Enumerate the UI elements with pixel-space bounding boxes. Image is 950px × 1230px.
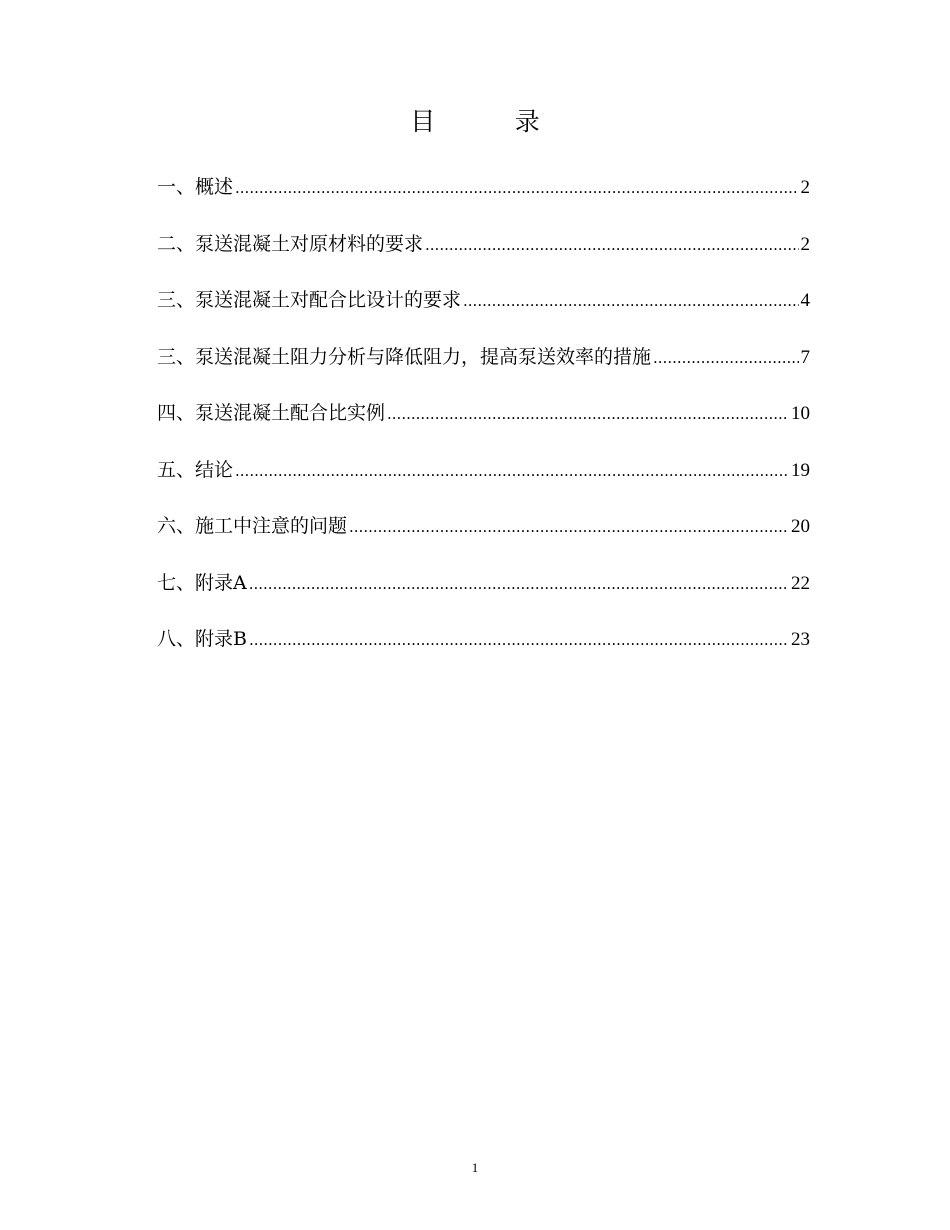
toc-entry-label: 三、泵送混凝土对配合比设计的要求 (157, 289, 462, 311)
toc-entry-label: 六、施工中注意的问题 (157, 515, 348, 537)
toc-entry-label: 八、附录B (157, 628, 247, 650)
toc-entry-page: 2 (800, 177, 810, 198)
toc-entry-label: 一、概述 (157, 176, 234, 198)
toc-dot-leader (249, 623, 789, 657)
toc-title: 目 录 (410, 107, 540, 136)
toc-entry-page: 4 (800, 290, 810, 311)
toc-entry[interactable] (157, 227, 810, 284)
toc-entry-label: 二、泵送混凝土对原材料的要求 (157, 232, 424, 255)
toc-entry-page: 22 (791, 572, 810, 594)
toc-entry[interactable] (157, 396, 810, 453)
toc-dot-leader (349, 510, 789, 544)
toc-entry-page: 19 (791, 459, 810, 481)
toc-entry[interactable] (157, 622, 810, 679)
toc-entry[interactable] (157, 170, 810, 227)
toc-entry-label: 四、泵送混凝土配合比实例 (157, 402, 386, 424)
toc-entry-page: 20 (791, 516, 810, 537)
toc-dot-leader (249, 567, 789, 601)
toc-entry-label: 五、结论 (157, 458, 234, 481)
toc-entry-page: 23 (791, 629, 810, 650)
toc-dot-leader (235, 171, 798, 205)
toc-entry-label: 三、泵送混凝土阻力分析与降低阻力，提高泵送效率的措施 (157, 345, 652, 368)
toc-dot-leader (235, 454, 789, 488)
page-number: 1 (471, 1160, 479, 1175)
toc-dot-leader (387, 397, 789, 431)
toc-entry[interactable] (157, 340, 810, 397)
table-of-contents (157, 170, 810, 679)
toc-entry[interactable] (157, 566, 810, 623)
toc-entry[interactable] (157, 453, 810, 510)
toc-entry-page: 7 (800, 346, 810, 368)
toc-dot-leader (463, 284, 798, 318)
toc-entry-label: 七、附录A (157, 571, 247, 594)
toc-entry-page: 10 (791, 403, 810, 424)
toc-entry-page: 2 (800, 233, 810, 255)
toc-entry[interactable] (157, 509, 810, 566)
toc-dot-leader (653, 341, 798, 375)
toc-dot-leader (425, 228, 798, 262)
toc-entry[interactable] (157, 283, 810, 340)
